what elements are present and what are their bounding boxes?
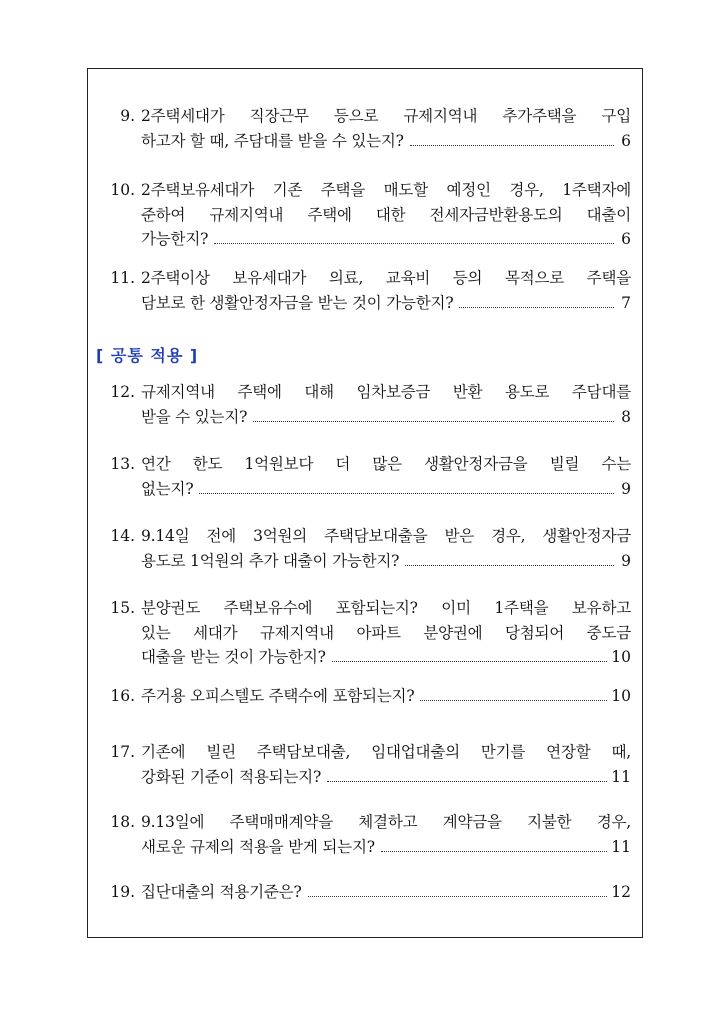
- toc-entry-text: 용도로 1억원의 추가 대출이 가능한지?: [141, 551, 400, 570]
- toc-page-number: 10: [611, 687, 631, 705]
- dot-leader: [253, 421, 614, 422]
- dot-leader: [381, 851, 607, 852]
- toc-entry-text: 새로운 규제의 적용을 받게 되는지?: [141, 837, 375, 856]
- toc-entry-text: 기존에 빌린 주택담보대출, 임대업대출의 만기를 연장할 때,: [141, 743, 631, 761]
- toc-entry-line: [100, 129, 631, 154]
- toc-entry-line: [100, 452, 631, 477]
- toc-entry-line: [100, 380, 631, 405]
- table-of-contents: [88, 69, 642, 937]
- toc-entry-line: [100, 684, 631, 709]
- toc-entry-line: [100, 227, 631, 252]
- toc-page-number: 7: [621, 293, 631, 312]
- toc-page-number: 9: [621, 479, 631, 498]
- toc-entry-text: 9.13일에 주택매매계약을 체결하고 계약금을 지불한 경우,: [141, 813, 631, 831]
- toc-entry-number: 16.: [110, 687, 135, 705]
- dot-leader: [308, 896, 607, 897]
- toc-entry-number: 15.: [110, 599, 135, 617]
- toc-page-number: 9: [621, 551, 631, 570]
- toc-entry[interactable]: [100, 880, 631, 905]
- toc-page-number: 12: [611, 883, 631, 901]
- toc-entry[interactable]: [100, 810, 631, 859]
- toc-entry[interactable]: [100, 524, 631, 573]
- toc-entry-text: 담보로 한 생활안정자금을 받는 것이 가능한지?: [141, 293, 454, 312]
- toc-entry-text: 규제지역내 주택에 대해 임차보증금 반환 용도로 주담대를: [141, 383, 631, 401]
- dot-leader: [420, 700, 607, 701]
- toc-entry-text: 받을 수 있는지?: [141, 407, 248, 426]
- toc-entry[interactable]: [100, 104, 631, 153]
- toc-page-number: 10: [611, 648, 631, 666]
- toc-entry-number: 10.: [110, 181, 135, 199]
- toc-entry-text: 연간 한도 1억원보다 더 많은 생활안정자금을 빌릴 수는: [141, 455, 631, 473]
- toc-entry-line: [100, 266, 631, 291]
- toc-entry-line: [100, 621, 631, 646]
- toc-entry-line: [100, 477, 631, 502]
- toc-page-number: 11: [611, 837, 631, 856]
- toc-entry[interactable]: [100, 178, 631, 252]
- toc-entry-line: [100, 104, 631, 129]
- toc-entry-number: 11.: [110, 269, 135, 287]
- toc-entry-line: [100, 178, 631, 203]
- dot-leader: [459, 307, 614, 308]
- toc-entry-text: 2주택세대가 직장근무 등으로 규제지역내 추가주택을 구입: [141, 107, 631, 125]
- toc-entry-text: 분양권도 주택보유수에 포함되는지? 이미 1주택을 보유하고: [141, 599, 631, 617]
- toc-entry-line: [100, 765, 631, 790]
- toc-entry-text: 2주택이상 보유세대가 의료, 교육비 등의 목적으로 주택을: [141, 269, 631, 287]
- toc-entry-line: [100, 645, 631, 670]
- toc-entry-text: 대출을 받는 것이 가능한지?: [141, 648, 326, 666]
- dot-leader: [214, 243, 614, 244]
- toc-entry-text: 있는 세대가 규제지역내 아파트 분양권에 당첨되어 중도금: [141, 623, 631, 642]
- toc-entry-line: [100, 291, 631, 316]
- toc-entry-line: [100, 835, 631, 860]
- toc-entry-line: [100, 203, 631, 228]
- toc-entry-line: [100, 880, 631, 905]
- toc-entry-line: [100, 405, 631, 430]
- section-heading-common: [ 공통 적용 ]: [96, 346, 199, 365]
- toc-entry-text: 하고자 할 때, 주담대를 받을 수 있는지?: [141, 131, 404, 150]
- dot-leader: [405, 565, 614, 566]
- toc-entry-number: 18.: [110, 813, 135, 831]
- dot-leader: [332, 661, 607, 662]
- toc-entry-line: [100, 549, 631, 574]
- toc-entry-number: 14.: [110, 527, 135, 545]
- toc-entry-text: 2주택보유세대가 기존 주택을 매도할 예정인 경우, 1주택자에: [141, 181, 631, 199]
- toc-frame: [87, 68, 643, 938]
- toc-entry-text: 없는지?: [141, 479, 194, 498]
- toc-entry-text: 주거용 오피스텔도 주택수에 포함되는지?: [141, 687, 415, 705]
- toc-entry-text: 준하여 규제지역내 주택에 대한 전세자금반환용도의 대출이: [141, 205, 631, 224]
- toc-entry-number: 12.: [110, 383, 135, 401]
- toc-entry-number: 13.: [110, 455, 135, 473]
- toc-entry-text: 가능한지?: [141, 230, 209, 248]
- dot-leader: [410, 145, 614, 146]
- dot-leader: [327, 781, 607, 782]
- toc-entry[interactable]: [100, 266, 631, 315]
- toc-page-number: 6: [621, 230, 631, 248]
- toc-entry[interactable]: [100, 452, 631, 501]
- toc-entry[interactable]: [100, 684, 631, 709]
- toc-entry-line: [100, 524, 631, 549]
- toc-entry-text: 강화된 기준이 적용되는지?: [141, 767, 322, 786]
- toc-entry[interactable]: [100, 740, 631, 789]
- toc-entry-text: 9.14일 전에 3억원의 주택담보대출을 받은 경우, 생활안정자금: [141, 527, 631, 545]
- toc-entry-line: [100, 596, 631, 621]
- toc-entry[interactable]: [100, 596, 631, 670]
- toc-entry-number: 19.: [110, 883, 135, 901]
- toc-entry-number: 9.: [120, 107, 135, 125]
- toc-page-number: 6: [621, 131, 631, 150]
- dot-leader: [199, 493, 614, 494]
- toc-page-number: 11: [611, 767, 631, 786]
- toc-page-number: 8: [621, 407, 631, 426]
- toc-entry[interactable]: [100, 380, 631, 429]
- toc-entry-number: 17.: [110, 743, 135, 761]
- toc-entry-text: 집단대출의 적용기준은?: [141, 883, 302, 901]
- toc-entry-line: [100, 810, 631, 835]
- toc-entry-line: [100, 740, 631, 765]
